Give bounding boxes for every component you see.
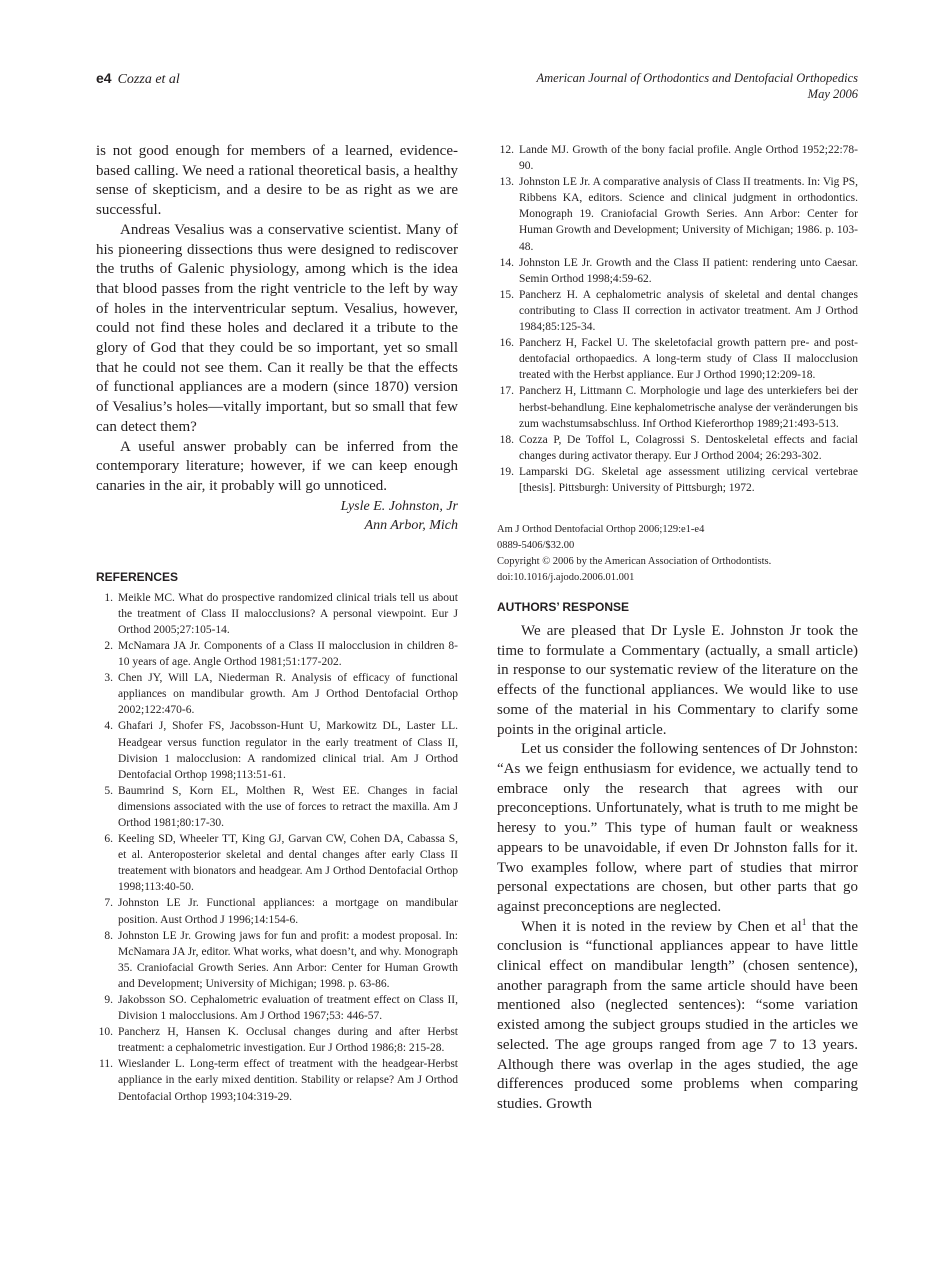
response-heading: AUTHORS’ RESPONSE xyxy=(497,600,630,615)
reference-item: 7. Johnston LE Jr. Functional appliances: a mortgage on mandibular position. Aust Orthod J 1996;14:154-6. xyxy=(104,897,458,926)
article-metadata xyxy=(497,522,858,586)
signature-name: Lysle E. Johnston, Jr xyxy=(340,498,458,514)
right-column xyxy=(497,142,858,1115)
doi-line: doi:10.1016/j.ajodo.2006.01.001 xyxy=(497,572,635,584)
reference-item: 5. Baumrind S, Korn EL, Molthen R, West EE. Changes in facial dimensions associated with the use of forces to retract the maxilla. Am J Orthod 1981;80:17-30. xyxy=(104,784,458,829)
reference-item: 11. Wieslander L. Long-term effect of treatment with the headgear-Herbst appliance in the early mixed dentition. Stability or relapse? Am J Orthod Dentofacial Orthop 1993;104:319-29. xyxy=(99,1058,458,1103)
reference-item: 6. Keeling SD, Wheeler TT, King GJ, Garvan CW, Cohen DA, Cabassa S, et al. Anteroposterior skeletal and dental changes after early Class II treatement with bionators and headgear. Am J Orthod Dentofacial Orthop 1998;113:40-50. xyxy=(104,833,458,894)
signature-place: Ann Arbor, Mich xyxy=(364,518,458,534)
body-paragraph: When it is noted in the review by Chen et $al^1$ that the conclusion is “functional appliances appear to have little clinical effect on mandibular length” (chosen sentence), another paragraph from the same article should have been mentioned also (neglected sentences): “some variation existed among the subject groups studied in the articles we selected. The age groups ranged from age 7 to 13 years. Although there was overlap in the ages studied, the age differences produced some problems when comparing studies. Growth xyxy=(497,916,858,1112)
header-right xyxy=(537,70,859,102)
copyright-line: Copyright © 2006 by the American Association of Orthodontists. xyxy=(497,556,772,568)
reference-item: 14. Johnston LE Jr. Growth and the Class II patient: rendering unto Caesar. Semin Orthod 1998;4:59-62. xyxy=(499,256,858,285)
reference-item: 19. Lamparski DG. Skeletal age assessment utilizing cervical vertebrae [thesis]. Pittsburgh: University of Pittsburgh; 1972. xyxy=(499,465,858,494)
reference-item: 17. Pancherz H, Littmann C. Morphologie und lage des unterkiefers bei der herbst-behandlung. Eine kephalometrische analyse der veränderungen bis zum wachstumsabschluss. Inf Orthod Kieferorthop 1989;21:493-513. xyxy=(499,385,858,430)
references-heading: REFERENCES xyxy=(96,569,179,584)
left-column xyxy=(96,142,458,1105)
page-number: e4 xyxy=(96,70,112,86)
issue-date: May 2006 xyxy=(807,87,858,101)
reference-item: 12. Lande MJ. Growth of the bony facial profile. Angle Orthod 1952;22:78-90. xyxy=(499,144,858,173)
reference-item: 15. Pancherz H. A cephalometric analysis of skeletal and dental changes contributing to Class II correction in activator treatment. Am J Orthod 1984;85:125-34. xyxy=(499,288,858,334)
body-paragraph: Let us consider the following sentences of Dr Johnston: “As we feign enthusiasm for evidence, we actually tend to embrace only the research that agrees with our preconceptions. Unfortunately, what is truth to me might be heresy to you.” This type of human fault or weakness appears to be unavoidable, if even Dr Johnston falls for it. Two examples follow, where part of studies that mirror personal expectations are chosen, but other parts that go against preconceptions are neglected. xyxy=(497,741,858,915)
reference-item: 2. McNamara JA Jr. Components of a Class II malocclusion in children 8-10 years of age. Angle Orthod 1981;51:177-202. xyxy=(104,639,458,669)
header-left xyxy=(96,70,180,88)
body-paragraph: is not good enough for members of a learned, evidence-based calling. We need a rational theoretical basis, a healthy sense of skepticism, and a desire to be as right as we are successful. xyxy=(96,143,458,219)
body-paragraph: We are pleased that Dr Lysle E. Johnston Jr took the time to formulate a Commentary (actually, a small article) in response to our systematic review of the literature on the effects of the functional appliances. We would like to use some of the material in his Commentary to clarify some points in the original article. xyxy=(497,623,858,738)
reference-item: 3. Chen JY, Will LA, Niederman R. Analysis of efficacy of functional appliances on mandibular growth. Am J Orthod Dentofacial Orthop 2002;122:470-6. xyxy=(104,672,458,717)
reference-item: 4. Ghafari J, Shofer FS, Jacobsson-Hunt U, Markowitz DL, Laster LL. Headgear versus function regulator in the early treatment of Class II, Division 1 malocclusion: A randomized clinical trial. Am J Orthod Dentofacial Orthop 1998;113:51-61. xyxy=(104,720,458,781)
running-authors: Cozza et al xyxy=(117,72,180,87)
reference-item: 16. Pancherz H, Fackel U. The skeletofacial growth pattern pre- and post-dentofacial orthopaedics. A long-term study of Class II malocclusion treated with the Herbst appliance. Eur J Orthod 1990;12:209-18. xyxy=(499,337,858,382)
body-paragraph: Andreas Vesalius was a conservative scientist. Many of his pioneering dissections thus were designed to rediscover the truths of Galenic physiology, among which is the idea that blood passes from the right ventricle to the left by way of holes in the interventricular septum. Vesalius, however, could not find these holes and declared it a tribute to the glory of God that they could be so important, yet so small that he could not see them. Can it really be that the effects of functional appliances are a modern (since 1870) version of Vesalius’s holes—vitally important, but so small that few can detect them? xyxy=(96,221,458,435)
reference-item: 9. Jakobsson SO. Cephalometric evaluation of treatment effect on Class II, Division 1 malocclusions. Am J Orthod 1967;53: 446-57. xyxy=(104,994,458,1023)
reference-list-left xyxy=(96,590,458,1105)
reference-item: 8. Johnston LE Jr. Growing jaws for fun and profit: a modest proposal. In: McNamara JA Jr, editor. What works, what doesn’t, and why. Monograph 35. Craniofacial Growth Series. Ann Arbor: Center for Human Growth and Development; University of Michigan; 1998. p. 63-86. xyxy=(104,929,458,990)
citation-superscript: 1 xyxy=(801,916,807,927)
reference-list-right xyxy=(497,142,858,496)
reference-item: 10. Pancherz H, Hansen K. Occlusal changes during and after Herbst treatment: a cephalometric investigation. Eur J Orthod 1986;8: 215-28. xyxy=(98,1026,458,1055)
citation-line: Am J Orthod Dentofacial Orthop 2006;129:e1-e4 xyxy=(497,524,705,536)
reference-item: 1. Meikle MC. What do prospective randomized clinical trials tell us about the treatment of Class II malocclusions? A personal viewpoint. Eur J Orthod 2005;27:105-14. xyxy=(104,591,458,636)
journal-title: American Journal of Orthodontics and Dentofacial Orthopedics xyxy=(536,71,858,85)
reference-item: 13. Johnston LE Jr. A comparative analysis of Class II treatments. In: Vig PS, Ribbens KA, editors. Science and clinical judgment in orthodontics. Monograph 19. Craniofacial Growth Series. Ann Arbor: Center for Human Growth and Development; University of Michigan; 1986. p. 103-48. xyxy=(499,176,858,253)
issn-line: 0889-5406/$32.00 xyxy=(497,540,575,552)
reference-item: 18. Cozza P, De Toffol L, Colagrossi S. Dentoskeletal effects and facial changes during activator therapy. Eur J Orthod 2004; 26:293-302. xyxy=(499,433,858,462)
body-paragraph: A useful answer probably can be inferred from the contemporary literature; however, if we can keep enough canaries in the air, it probably will go unnoticed. xyxy=(96,438,458,494)
running-header xyxy=(96,70,858,110)
